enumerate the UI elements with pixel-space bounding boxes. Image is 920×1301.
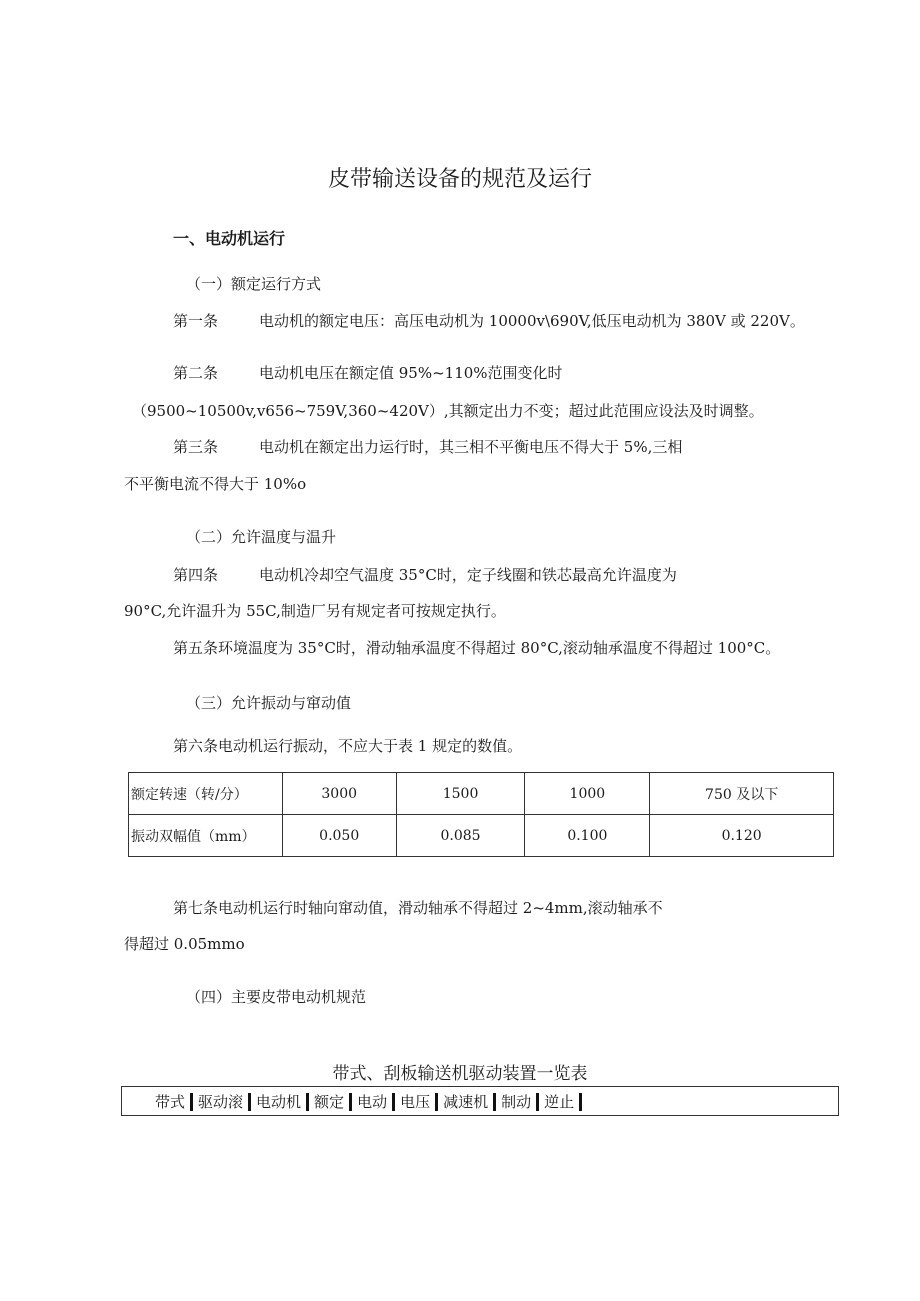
- article-number: 第三条: [173, 438, 219, 456]
- article-number: 第二条: [173, 364, 219, 382]
- article-2-continued: （9500~10500v,v656~759V,360~420V）,其额定出力不变；超过此范围应设法及时调整。: [132, 402, 764, 420]
- article-3: [173, 437, 682, 457]
- table-header: 带式: [150, 1093, 193, 1111]
- article-4: [173, 565, 677, 585]
- article-3-continued: 不平衡电流不得大于 10%o: [124, 475, 307, 493]
- vibration-table: [128, 772, 834, 857]
- table-header: 逆止: [539, 1093, 582, 1111]
- subsection-heading: （四）主要皮带电动机规范: [186, 988, 367, 1006]
- table-cell: 额定转速（转/分）: [129, 773, 283, 815]
- table-cell: 0.085: [396, 815, 525, 857]
- subsection-heading: （一）额定运行方式: [186, 275, 322, 293]
- table-header-row: [150, 1093, 582, 1111]
- article-number: 第一条: [173, 312, 219, 330]
- article-6: 第六条电动机运行振动，不应大于表 1 规定的数值。: [173, 737, 523, 755]
- article-7-continued: 得超过 0.05mmo: [124, 935, 245, 953]
- table-cell: 0.100: [525, 815, 650, 857]
- article-7: 第七条电动机运行时轴向窜动值，滑动轴承不得超过 2~4mm,滚动轴承不: [173, 899, 663, 917]
- article-text: 电动机的额定电压：高压电动机为 10000v\690V,低压电动机为 380V 或 220V。: [259, 312, 805, 330]
- table-cell: 1500: [396, 773, 525, 815]
- table-row: [129, 815, 834, 857]
- table-cell: 振动双幅值（mm）: [129, 815, 283, 857]
- table-header: 减速机: [438, 1093, 496, 1111]
- article-5: 第五条环境温度为 35°C时，滑动轴承温度不得超过 80°C,滚动轴承温度不得超过 100°C。: [173, 639, 781, 657]
- article-text: 电动机电压在额定值 95%~110%范围变化时: [259, 364, 563, 382]
- article-number: 第四条: [173, 566, 219, 584]
- section-heading: 一、电动机运行: [173, 229, 286, 248]
- table-header: 额定: [309, 1093, 352, 1111]
- table-row: [129, 773, 834, 815]
- subsection-heading: （三）允许振动与窜动值: [186, 694, 352, 712]
- page-title: 皮带输送设备的规范及运行: [327, 167, 592, 192]
- table-header: 制动: [496, 1093, 539, 1111]
- article-4-continued: 90°C,允许温升为 55C,制造厂另有规定者可按规定执行。: [124, 602, 506, 620]
- table-title: 带式、刮板输送机驱动装置一览表: [332, 1064, 588, 1084]
- drive-unit-table: [121, 1086, 839, 1116]
- table-cell: 0.120: [650, 815, 834, 857]
- table-cell: 0.050: [282, 815, 396, 857]
- article-text: 电动机在额定出力运行时，其三相不平衡电压不得大于 5%,三相: [259, 438, 683, 456]
- table-cell: 750 及以下: [650, 773, 834, 815]
- article-2: [173, 363, 563, 383]
- table-header: 电动机: [251, 1093, 309, 1111]
- table-header: 电压: [395, 1093, 438, 1111]
- table-cell: 3000: [282, 773, 396, 815]
- subsection-heading: （二）允许温度与温升: [186, 528, 337, 546]
- table-header: 驱动滚: [193, 1093, 251, 1111]
- table-cell: 1000: [525, 773, 650, 815]
- article-text: 电动机冷却空气温度 35°C时，定子线圈和铁芯最高允许温度为: [259, 566, 677, 584]
- table-header: 电动: [352, 1093, 395, 1111]
- article-1: [173, 311, 805, 331]
